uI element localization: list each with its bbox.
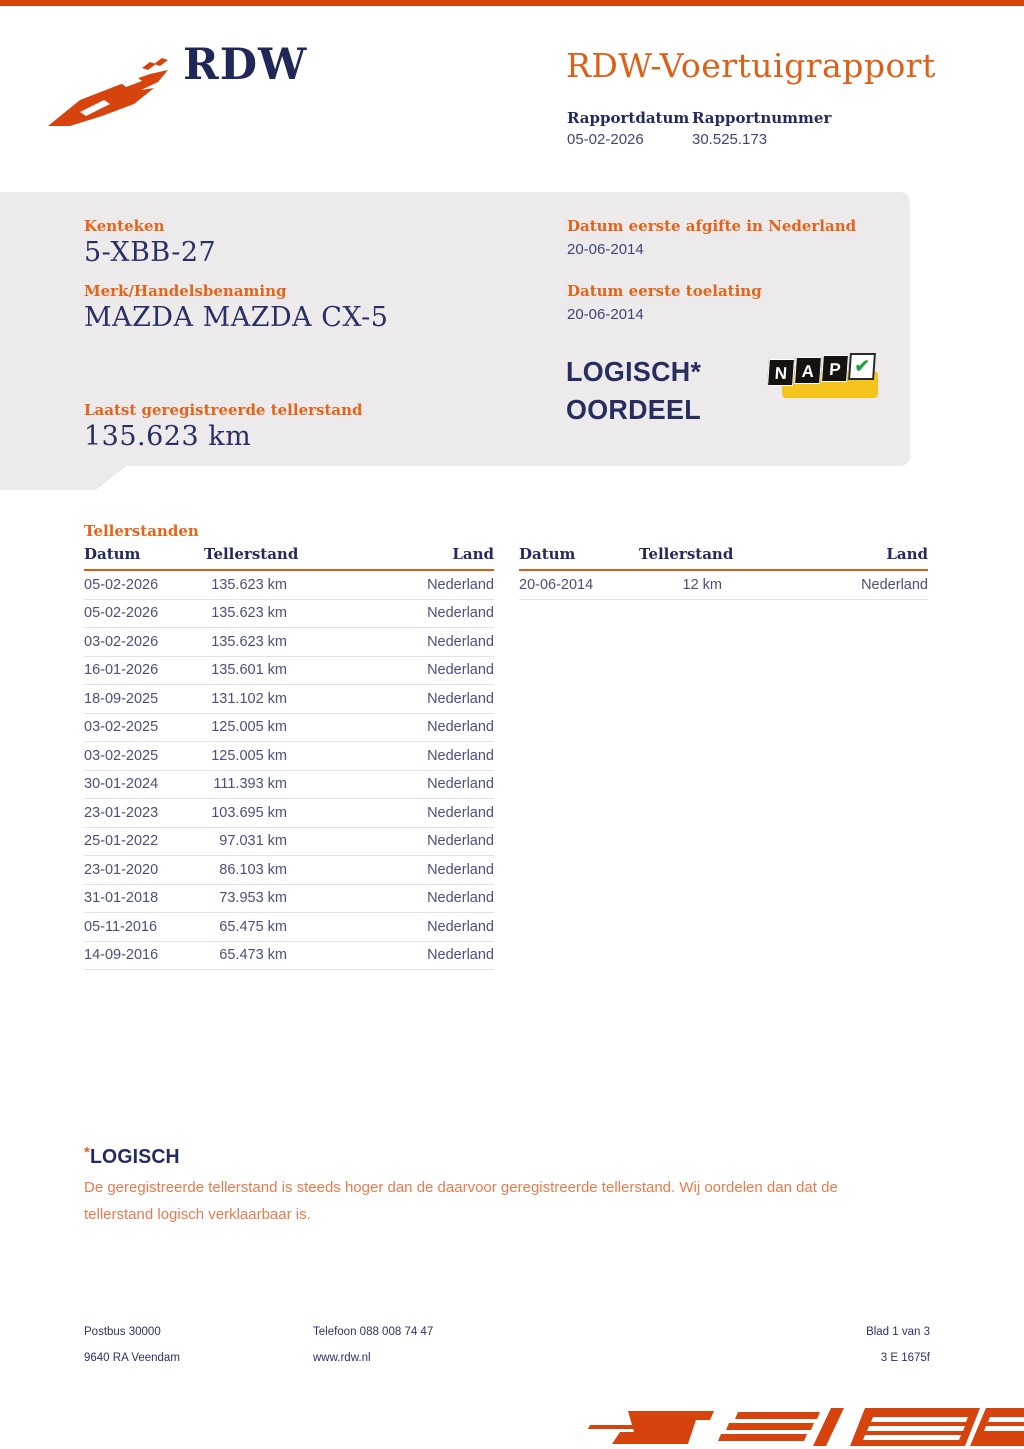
table-cell: 03-02-2026 bbox=[84, 628, 204, 657]
table-cell: 135.623 km bbox=[204, 628, 287, 657]
eerste-afgifte-value: 20-06-2014 bbox=[567, 241, 644, 258]
table-cell: 05-02-2026 bbox=[84, 570, 204, 599]
column-header-datum: Datum bbox=[84, 545, 204, 570]
merk-value: MAZDA MAZDA CX-5 bbox=[84, 302, 389, 333]
nap-letter-p: P bbox=[821, 355, 849, 382]
table-cell: Nederland bbox=[722, 570, 928, 599]
merk-label: Merk/Handelsbenaming bbox=[84, 282, 287, 300]
table-cell: 103.695 km bbox=[204, 799, 287, 828]
table-cell: Nederland bbox=[287, 799, 494, 828]
table-cell: 30-01-2024 bbox=[84, 770, 204, 799]
column-header-land: Land bbox=[722, 545, 928, 570]
column-header-tellerstand: Tellerstand bbox=[639, 545, 722, 570]
laatste-tellerstand-value: 135.623 km bbox=[84, 421, 252, 452]
table-row bbox=[519, 570, 928, 599]
logisch-note-title: LOGISCH bbox=[89, 1146, 180, 1168]
table-cell: 31-01-2018 bbox=[84, 884, 204, 913]
table-row bbox=[84, 856, 494, 885]
table-row bbox=[84, 656, 494, 685]
table-cell: 03-02-2025 bbox=[84, 742, 204, 771]
table-cell: 73.953 km bbox=[204, 884, 287, 913]
table-cell: 03-02-2025 bbox=[84, 713, 204, 742]
table-row bbox=[84, 941, 494, 970]
oordeel-line2: OORDEEL bbox=[566, 394, 701, 425]
table-cell: 23-01-2023 bbox=[84, 799, 204, 828]
table-header-row bbox=[84, 545, 494, 570]
table-cell: Nederland bbox=[287, 856, 494, 885]
tellerstanden-heading: Tellerstanden bbox=[84, 522, 199, 540]
table-row bbox=[84, 570, 494, 599]
logisch-note-text-line2: tellerstand logisch verklaarbaar is. bbox=[84, 1206, 311, 1223]
table-cell: 18-09-2025 bbox=[84, 685, 204, 714]
table-cell: 65.473 km bbox=[204, 941, 287, 970]
table-cell: 111.393 km bbox=[204, 770, 287, 799]
table-cell: 135.623 km bbox=[204, 599, 287, 628]
table-cell: Nederland bbox=[287, 656, 494, 685]
table-row bbox=[84, 770, 494, 799]
table-cell: 86.103 km bbox=[204, 856, 287, 885]
footer-page-indicator: Blad 1 van 3 bbox=[866, 1326, 930, 1338]
table-cell: Nederland bbox=[287, 913, 494, 942]
logisch-note-text-line1: De geregistreerde tellerstand is steeds hoger dan de daarvoor geregistreerde tellerstand. Wij oordelen dan dat de bbox=[84, 1179, 838, 1196]
stripes-decoration-icon bbox=[588, 1404, 1024, 1449]
table-row bbox=[84, 884, 494, 913]
footer-form-code: 3 E 1675f bbox=[880, 1352, 930, 1364]
footer-address-line1: Postbus 30000 bbox=[84, 1326, 161, 1338]
report-date-value: 05-02-2026 bbox=[567, 131, 644, 148]
table-cell: Nederland bbox=[287, 827, 494, 856]
table-cell: Nederland bbox=[287, 570, 494, 599]
oordeel-line1: LOGISCH* bbox=[566, 356, 702, 387]
kenteken-label: Kenteken bbox=[84, 217, 165, 235]
footer-phone: Telefoon 088 008 74 47 bbox=[313, 1326, 434, 1338]
table-cell: Nederland bbox=[287, 884, 494, 913]
table-cell: 25-01-2022 bbox=[84, 827, 204, 856]
table-row bbox=[84, 628, 494, 657]
table-row bbox=[84, 799, 494, 828]
table-cell: 05-02-2026 bbox=[84, 599, 204, 628]
table-row bbox=[84, 827, 494, 856]
report-number-value: 30.525.173 bbox=[692, 131, 768, 148]
table-cell: 65.475 km bbox=[204, 913, 287, 942]
column-header-tellerstand: Tellerstand bbox=[204, 545, 287, 570]
nap-letter-a: A bbox=[794, 357, 822, 384]
kenteken-value: 5-XBB-27 bbox=[84, 237, 217, 268]
column-header-datum: Datum bbox=[519, 545, 639, 570]
table-cell: Nederland bbox=[287, 685, 494, 714]
table-cell: 20-06-2014 bbox=[519, 570, 639, 599]
logisch-note-heading bbox=[84, 1144, 182, 1169]
report-number-label: Rapportnummer bbox=[692, 109, 832, 127]
eerste-toelating-value: 20-06-2014 bbox=[567, 306, 644, 323]
table-cell: 131.102 km bbox=[204, 685, 287, 714]
table-row bbox=[84, 742, 494, 771]
table-cell: 16-01-2026 bbox=[84, 656, 204, 685]
table-cell: 05-11-2016 bbox=[84, 913, 204, 942]
report-date-label: Rapportdatum bbox=[567, 109, 690, 127]
table-row bbox=[84, 685, 494, 714]
page-title: RDW-Voertuigrapport bbox=[566, 46, 936, 85]
table-cell: 125.005 km bbox=[204, 713, 287, 742]
nap-logo bbox=[768, 352, 880, 400]
rdw-logo-text: RDW bbox=[183, 40, 308, 90]
footer-website: www.rdw.nl bbox=[313, 1352, 371, 1364]
table-cell: Nederland bbox=[287, 713, 494, 742]
table-row bbox=[84, 713, 494, 742]
table-cell: Nederland bbox=[287, 941, 494, 970]
asterisk-marker: * bbox=[84, 1144, 90, 1161]
table-cell: Nederland bbox=[287, 599, 494, 628]
tellerstanden-table-right bbox=[519, 545, 928, 600]
eerste-afgifte-label: Datum eerste afgifte in Nederland bbox=[567, 217, 857, 235]
laatste-tellerstand-label: Laatst geregistreerde tellerstand bbox=[84, 401, 363, 419]
table-cell: 14-09-2016 bbox=[84, 941, 204, 970]
table-cell: 125.005 km bbox=[204, 742, 287, 771]
footer-address-line2: 9640 RA Veendam bbox=[84, 1352, 180, 1364]
summary-panel-tail bbox=[0, 466, 126, 490]
eerste-toelating-label: Datum eerste toelating bbox=[567, 282, 762, 300]
rdw-flag-logo-icon bbox=[46, 50, 172, 132]
nap-letter-n: N bbox=[767, 359, 795, 386]
tellerstanden-table-left bbox=[84, 545, 494, 970]
table-cell: 12 km bbox=[639, 570, 722, 599]
top-accent-bar bbox=[0, 0, 1024, 6]
table-cell: 97.031 km bbox=[204, 827, 287, 856]
table-cell: 135.623 km bbox=[204, 570, 287, 599]
table-row bbox=[84, 599, 494, 628]
column-header-land: Land bbox=[287, 545, 494, 570]
table-cell: Nederland bbox=[287, 628, 494, 657]
table-cell: 23-01-2020 bbox=[84, 856, 204, 885]
table-header-row bbox=[519, 545, 928, 570]
table-cell: Nederland bbox=[287, 770, 494, 799]
nap-check-icon: ✔ bbox=[848, 353, 876, 380]
table-cell: Nederland bbox=[287, 742, 494, 771]
table-row bbox=[84, 913, 494, 942]
table-cell: 135.601 km bbox=[204, 656, 287, 685]
